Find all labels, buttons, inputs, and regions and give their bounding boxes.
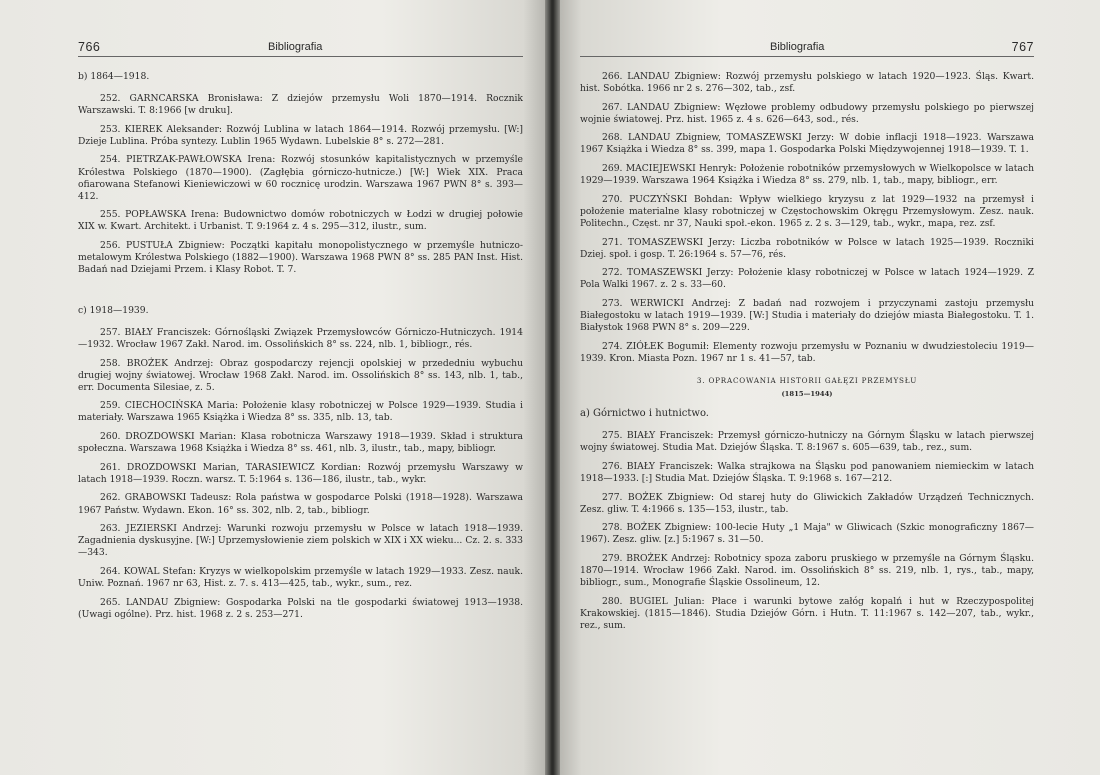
section-heading: c) 1918—1939. bbox=[78, 304, 149, 316]
bibliography-entry: 272. TOMASZEWSKI Jerzy: Położenie klasy robotniczej w Polsce w latach 1924—1929. Z Pola Walki 1967. z. 2 s. 33—60. bbox=[580, 267, 1034, 291]
bibliography-entry: 268. LANDAU Zbigniew, TOMASZEWSKI Jerzy: W dobie inflacji 1918—1923. Warszawa 1967 Książka i Wiedza 8° ss. 399, mapa 1. Gospodarka Polski Międzywojennej 1918—1939. T. 1. bbox=[580, 132, 1034, 156]
left-page bbox=[0, 0, 545, 775]
bibliography-entry: 257. BIAŁY Franciszek: Górnośląski Związek Przemysłowców Górniczo-Hutniczych. 1914—1932. Wrocław 1967 Zakł. Narod. im. Ossolińskich 8° ss. 224, nlb. 1, bibliogr., rés. bbox=[78, 326, 523, 350]
bibliography-entry: 280. BUGIEL Julian: Płace i warunki bytowe załóg kopalń i hut w Rzeczypospolitej Krakowskiej. (1815—1846). Studia Dziejów Górn. i Hutn. T. 11:1967 s. 142—207, tab., wykr., rez., sum. bbox=[580, 595, 1034, 631]
section-heading: a) Górnictwo i hutnictwo. bbox=[580, 408, 709, 420]
right-page bbox=[560, 0, 1100, 775]
bibliography-entry: 266. LANDAU Zbigniew: Rozwój przemysłu polskiego w latach 1920—1923. Śląs. Kwart. hist. Sobótka. 1966 nr 2 s. 276—302, tab., zsf. bbox=[580, 71, 1034, 95]
left-page-header bbox=[78, 38, 523, 57]
bibliography-entry: 265. LANDAU Zbigniew: Gospodarka Polski na tle gospodarki światowej 1913—1938. (Uwagi ogólne). Prz. hist. 1968 z. 2 s. 253—271. bbox=[78, 596, 523, 620]
page-number: 767 bbox=[1011, 40, 1034, 54]
left-page-content bbox=[78, 71, 523, 621]
bibliography-entry: 252. GARNCARSKA Bronisława: Z dziejów przemysłu Woli 1870—1914. Rocznik Warszawski. T. 8:1966 [w druku]. bbox=[78, 93, 523, 117]
bibliography-entry: 278. BOŻEK Zbigniew: 100-lecie Huty „1 Maja" w Gliwicach (Szkic monograficzny 1867—1967). Zesz. gliw. [z.] 5:1967 s. 31—50. bbox=[580, 522, 1034, 546]
bibliography-entry: 259. CIECHOCIŃSKA Maria: Położenie klasy robotniczej w Polsce 1929—1939. Studia i materiały. Warszawa 1965 Książka i Wiedza 8° ss. 335, nlb. 13, tab. bbox=[78, 400, 523, 424]
bibliography-entry: 253. KIEREK Aleksander: Rozwój Lublina w latach 1864—1914. Rozwój przemysłu. [W:] Dzieje Lublina. Próba syntezy. Lublin 1965 Wydawn. Lubelskie 8° s. 272—281. bbox=[78, 123, 523, 147]
subsection-title: 3. OPRACOWANIA HISTORII GAŁĘZI PRZEMYSŁU bbox=[696, 375, 918, 385]
bibliography-entry: 267. LANDAU Zbigniew: Węzłowe problemy odbudowy przemysłu polskiego po pierwszej wojnie światowej. Prz. hist. 1965 z. 4 s. 626—643, sod., rés. bbox=[580, 101, 1034, 125]
bibliography-entry: 275. BIAŁY Franciszek: Przemysł górniczo-hutniczy na Górnym Śląsku w latach pierwszej wojny światowej. Studia Mat. Dziejów Śląska. T. 8:1967 s. 605—639, tab., rez., sum. bbox=[580, 430, 1034, 454]
bibliography-entry: 258. BROŻEK Andrzej: Obraz gospodarczy rejencji opolskiej w przededniu wybuchu drugiej wojny światowej. Wrocław 1968 Zakł. Narod. im. Ossolińskich 8° ss. 143, nlb. 1, tab., err. Documenta Silesiae, z. 5. bbox=[78, 357, 523, 393]
bibliography-entry: 263. JEZIERSKI Andrzej: Warunki rozwoju przemysłu w Polsce w latach 1918—1939. Zagadnienia dyskusyjne. [W:] Uprzemysłowienie ziem polskich w XIX i XX wieku... Cz. 2. s. 333—343. bbox=[78, 523, 523, 559]
bibliography-entry: 269. MACIEJEWSKI Henryk: Położenie robotników przemysłowych w Wielkopolsce w latach 1929—1939. Warszawa 1964 Książka i Wiedza 8° ss. 279, nlb. 1, tab., mapy, bibliogr., err. bbox=[580, 163, 1034, 187]
right-page-header bbox=[580, 38, 1034, 57]
bibliography-entry: 277. BOŻEK Zbigniew: Od starej huty do Gliwickich Zakładów Urządzeń Technicznych. Zesz. gliw. T. 4:1966 s. 135—153, ilustr., tab. bbox=[580, 491, 1034, 515]
bibliography-entry: 260. DROZDOWSKI Marian: Klasa robotnicza Warszawy 1918—1939. Skład i struktura społeczna. Warszawa 1968 Książka i Wiedza 8° ss. 461, nlb. 3, ilustr., tab., mapy, bibliogr. bbox=[78, 431, 523, 455]
page-number: 766 bbox=[78, 40, 101, 54]
running-head: Bibliografia bbox=[268, 41, 323, 53]
book-gutter bbox=[545, 0, 560, 775]
bibliography-entry: 271. TOMASZEWSKI Jerzy: Liczba robotników w Polsce w latach 1925—1939. Roczniki Dziej. społ. i gosp. T. 26:1964 s. 57—76, rés. bbox=[580, 236, 1034, 260]
bibliography-entry: 262. GRABOWSKI Tadeusz: Rola państwa w gospodarce Polski (1918—1928). Warszawa 1967 Państw. Wydawn. Ekon. 16° ss. 302, nlb. 2, tab., bibliogr. bbox=[78, 492, 523, 516]
running-head: Bibliografia bbox=[770, 41, 825, 53]
bibliography-entry: 279. BROŻEK Andrzej: Robotnicy spoza zaboru pruskiego w przemyśle na Górnym Śląsku. 1870—1914. Wrocław 1966 Zakł. Narod. im. Ossolińskich 8° ss. 219, nlb. 1, rys., tab., mapy, bibliogr., sum., Monografie Śląskie Ossolineum, 12. bbox=[580, 552, 1034, 589]
bibliography-entry: 261. DROZDOWSKI Marian, TARASIEWICZ Kordian: Rozwój przemysłu Warszawy w latach 1918—1939. Roczn. warsz. T. 5:1964 s. 136—186, ilustr., tab., wykr. bbox=[78, 461, 523, 485]
section-heading: b) 1864—1918. bbox=[78, 71, 150, 82]
bibliography-entry: 270. PUCZYŃSKI Bohdan: Wpływ wielkiego kryzysu z lat 1929—1932 na przemysł i położenie materialne klasy robotniczej w Częstochowskim Okręgu Przemysłowym. Zesz. nauk. Politechn., Częst. nr 37, Nauki społ.-ekon. 1965 z. 2 s. 3—129, tab., wykr., mapa, rez. zsf. bbox=[580, 193, 1034, 229]
right-page-content bbox=[580, 71, 1034, 632]
bibliography-entry: 256. PUSTUŁA Zbigniew: Początki kapitału monopolistycznego w przemyśle hutniczo-metalowym Królestwa Polskiego (1882—1900). Warszawa 1968 PWN 8° ss. 285 PAN Inst. Hist. Badań nad Dziejami Przem. i Klasy Robot. T. 7. bbox=[78, 240, 523, 276]
bibliography-entry: 254. PIETRZAK-PAWŁOWSKA Irena: Rozwój stosunków kapitalistycznych w przemyśle Królestwa Polskiego (1870—1900). (Zagłębia górniczo-hutnicze.) [W:] Wiek XIX. Praca ofiarowana Stefanowi Kieniewiczowi w 60 rocznicę urodzin. Warszawa 1967 PWN 8° s. 393—412. bbox=[78, 154, 523, 202]
bibliography-entry: 273. WERWICKI Andrzej: Z badań nad rozwojem i przyczynami zastoju przemysłu Białegostoku w latach 1919—1939. [W:] Studia i materiały do dziejów miasta Białegostoku. T. 1. Białystok 1968 PWN 8° s. 209—229. bbox=[580, 297, 1034, 334]
bibliography-entry: 276. BIAŁY Franciszek: Walka strajkowa na Śląsku pod panowaniem niemieckim w latach 1918—1933. [:] Studia Mat. Dziejów Śląska. T. 9:1968 s. 167—212. bbox=[580, 460, 1034, 484]
bibliography-entry: 255. POPŁAWSKA Irena: Budownictwo domów robotniczych w Łodzi w drugiej połowie XIX w. Kwart. Architekt. i Urbanist. T. 9:1964 z. 4 s. 295—312, ilustr., sum. bbox=[78, 209, 523, 233]
bibliography-entry: 264. KOWAL Stefan: Kryzys w wielkopolskim przemyśle w latach 1929—1933. Zesz. nauk. Uniw. Poznań. 1967 nr 63, Hist. z. 7. s. 413—425, tab., wykr., sum., rez. bbox=[78, 565, 523, 589]
subsection-range: (1815—1944) bbox=[781, 389, 833, 398]
bibliography-entry: 274. ZIÓŁEK Bogumił: Elementy rozwoju przemysłu w Poznaniu w dwudziestoleciu 1919—1939. Kron. Miasta Pozn. 1967 nr 1 s. 41—57, tab. bbox=[580, 340, 1034, 364]
